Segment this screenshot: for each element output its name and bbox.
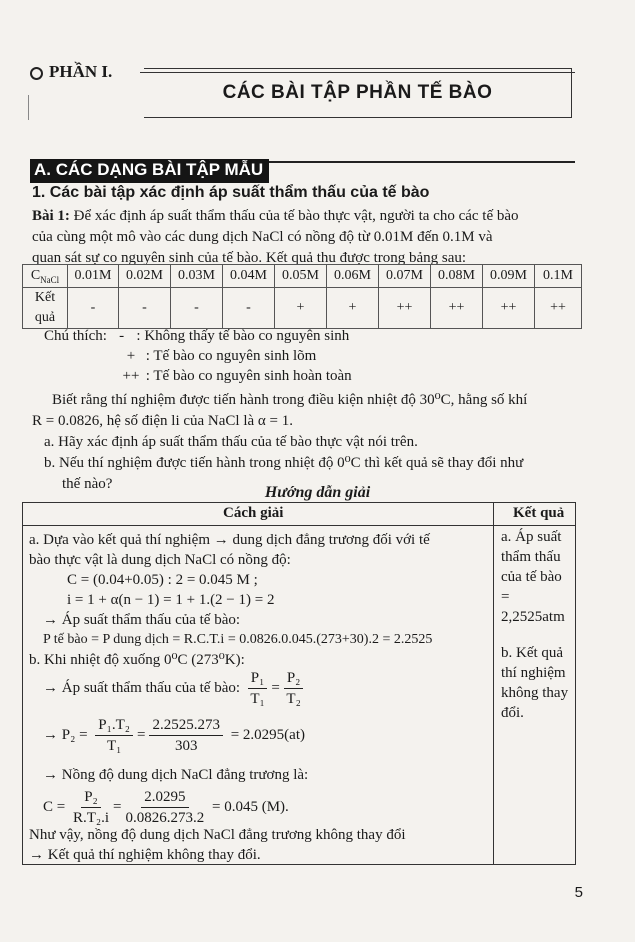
problem-line: quan sát sự co nguyên sinh của tế bào. Kết quả thu được trong bảng sau: xyxy=(32,250,467,266)
circle-bullet-icon xyxy=(30,67,43,80)
result-part-a xyxy=(501,527,565,627)
conditions-line: Biết rằng thí nghiệm được tiến hành trong điều kiện nhiệt độ 30⁰C, hằng số khí xyxy=(52,392,528,408)
subsection-heading: 1. Các bài tập xác định áp suất thẩm thấu của tế bào xyxy=(32,184,430,201)
numerator: P₁ xyxy=(248,668,268,689)
result-cell: - xyxy=(119,288,171,329)
concentration-cell: 0.01M xyxy=(68,265,119,288)
method-ratio-line: → Áp suất thẩm thấu của tế bào: $\frac{\text{P₁}}{\text{T₁}}$ = $\frac{\text{P₂}}{\text{T₂}}$ xyxy=(43,668,307,709)
result-cell: ++ xyxy=(535,288,582,329)
chapter-title: CÁC BÀI TẬP PHẦN TẾ BÀO xyxy=(222,82,493,103)
numerator: 2.0295 xyxy=(141,787,188,808)
concentration-cell: 0.03M xyxy=(171,265,223,288)
method-p2-line: → P₂ = $\frac{\text{P₁.T₂}}{\text{T₁}}$ = $\frac{2.2525.273}{303}$ = 2.0295(at) xyxy=(43,717,305,754)
method-line: b. Khi nhiệt độ xuống 0⁰C (273⁰K): xyxy=(29,652,245,668)
legend-text: : Tế bào co nguyên sinh lõm xyxy=(145,348,317,364)
numerator: P₂ xyxy=(81,787,101,808)
method-line: → Kết quả thí nghiệm không thay đổi. xyxy=(29,847,261,863)
numerator: 2.2525.273 xyxy=(149,715,223,736)
equation-lhs: → P₂ = xyxy=(43,726,88,743)
table-header-cell xyxy=(23,265,68,288)
problem-line: Để xác định áp suất thẩm thấu của tế bào thực vật, người ta cho các tế bào xyxy=(73,208,519,224)
result-line: của tế bào xyxy=(501,569,562,585)
denominator: R.T₂.i xyxy=(72,810,110,826)
equation-result: = 2.0295(at) xyxy=(230,726,305,743)
result-cell: - xyxy=(223,288,275,329)
result-cell: ++ xyxy=(431,288,483,329)
header-sub: NaCl xyxy=(40,274,60,285)
method-header: Cách giải xyxy=(223,505,284,521)
numerator: P₂ xyxy=(284,668,304,689)
method-c-line: C = $\frac{\text{P₂}}{\text{R.T₂.i}}$ = $\frac{2.0295}{0.0826.273.2}$ = 0.045 (M). xyxy=(43,789,289,826)
legend-symbol: ++ xyxy=(122,368,140,384)
chapter-title-box xyxy=(144,68,572,118)
legend-symbol: - xyxy=(119,328,125,344)
denominator: 303 xyxy=(174,738,198,754)
fraction xyxy=(149,715,223,756)
problem-line: của cùng một mô vào các dung dịch NaCl có nồng độ từ 0.01M đến 0.1M và xyxy=(32,229,493,245)
result-cell: ++ xyxy=(483,288,535,329)
part-heading xyxy=(30,62,112,82)
legend-symbol: + xyxy=(126,348,136,364)
fraction xyxy=(126,787,205,828)
row-label: quả xyxy=(34,310,56,325)
fraction xyxy=(73,787,109,828)
page-number: 5 xyxy=(574,884,583,901)
method-line: P tế bào = P dung dịch = R.C.T.i = 0.0826.0.045.(273+30).2 = 2.2525 xyxy=(43,632,433,647)
question-b-cont: thế nào? xyxy=(62,476,113,492)
concentration-cell: 0.02M xyxy=(119,265,171,288)
conditions-line: R = 0.0826, hệ số điện li của NaCl là α = 1. xyxy=(32,413,293,429)
denominator: T₂ xyxy=(286,691,301,707)
part-label: PHẦN I. xyxy=(49,62,113,81)
row-label: Kết xyxy=(34,290,56,305)
result-line: 2,2525atm xyxy=(501,609,565,625)
result-line: thẩm thấu xyxy=(501,549,561,565)
concentration-cell: 0.04M xyxy=(223,265,275,288)
method-line: C = (0.04+0.05) : 2 = 0.045 M ; xyxy=(67,572,258,588)
header-label: C xyxy=(30,267,41,283)
legend-intro: Chú thích: xyxy=(44,328,107,344)
result-cell: ++ xyxy=(379,288,431,329)
method-line: Như vậy, nồng độ dung dịch NaCl đẳng trương không thay đổi xyxy=(29,827,406,843)
equation-lhs: C = xyxy=(43,798,66,815)
concentration-cell: 0.09M xyxy=(483,265,535,288)
method-line: i = 1 + α(n − 1) = 1 + 1.(2 − 1) = 2 xyxy=(67,592,275,608)
problem-label: Bài 1: xyxy=(32,208,70,224)
result-cell: + xyxy=(275,288,327,329)
result-line: đổi. xyxy=(501,705,524,721)
fraction xyxy=(95,715,133,756)
conditions-text xyxy=(32,390,577,495)
solution-column-divider xyxy=(493,503,494,864)
result-cell: - xyxy=(68,288,119,329)
method-conclusion xyxy=(29,825,489,865)
problem-text xyxy=(32,206,577,269)
method-line: bào thực vật là dung dịch NaCl có nồng độ: xyxy=(29,552,291,568)
method-part-a xyxy=(29,530,489,670)
method-line: → Nồng độ dung dịch NaCl đẳng trương là: xyxy=(43,767,309,783)
guide-title: Hướng dẫn giải xyxy=(264,484,371,501)
row-label-cell xyxy=(23,288,68,329)
legend-text: : Không thấy tế bào co nguyên sinh xyxy=(136,328,350,344)
denominator: 0.0826.273.2 xyxy=(125,810,205,826)
result-line: a. Áp suất xyxy=(501,529,562,545)
result-line: b. Kết quả xyxy=(501,645,564,661)
legend-text: : Tế bào co nguyên sinh hoàn toàn xyxy=(145,368,352,384)
result-part-b xyxy=(501,643,568,723)
result-line: = xyxy=(501,589,510,605)
result-header: Kết quả xyxy=(513,505,565,521)
method-line: → Áp suất thẩm thấu của tế bào: xyxy=(43,612,241,628)
fraction xyxy=(248,668,268,709)
margin-tick xyxy=(28,95,30,120)
result-cell: - xyxy=(171,288,223,329)
result-cell: + xyxy=(327,288,379,329)
concentration-cell: 0.06M xyxy=(327,265,379,288)
concentration-cell: 0.1M xyxy=(535,265,582,288)
solution-table xyxy=(22,502,576,865)
denominator: T₁ xyxy=(106,738,122,754)
denominator: T₁ xyxy=(250,691,265,707)
results-table xyxy=(22,264,582,329)
legend xyxy=(44,328,352,388)
concentration-cell: 0.05M xyxy=(275,265,327,288)
question-a: a. Hãy xác định áp suất thẩm thấu của tế bào thực vật nói trên. xyxy=(44,434,418,450)
result-line: thí nghiệm xyxy=(501,665,566,681)
method-line: a. Dựa vào kết quả thí nghiệm → dung dịch đẳng trương đối với tế xyxy=(29,532,430,548)
concentration-cell: 0.08M xyxy=(431,265,483,288)
equation-result: = 0.045 (M). xyxy=(212,798,289,815)
question-b: b. Nếu thí nghiệm được tiến hành trong nhiệt độ 0⁰C thì kết quả sẽ thay đổi như xyxy=(44,455,524,471)
method-line: → Áp suất thẩm thấu của tế bào: xyxy=(43,679,241,696)
concentration-cell: 0.07M xyxy=(379,265,431,288)
fraction xyxy=(284,668,304,709)
numerator: P₁.T₂ xyxy=(95,715,133,736)
section-label: A. CÁC DẠNG BÀI TẬP MẪU xyxy=(30,159,269,183)
result-line: không thay xyxy=(501,685,569,701)
